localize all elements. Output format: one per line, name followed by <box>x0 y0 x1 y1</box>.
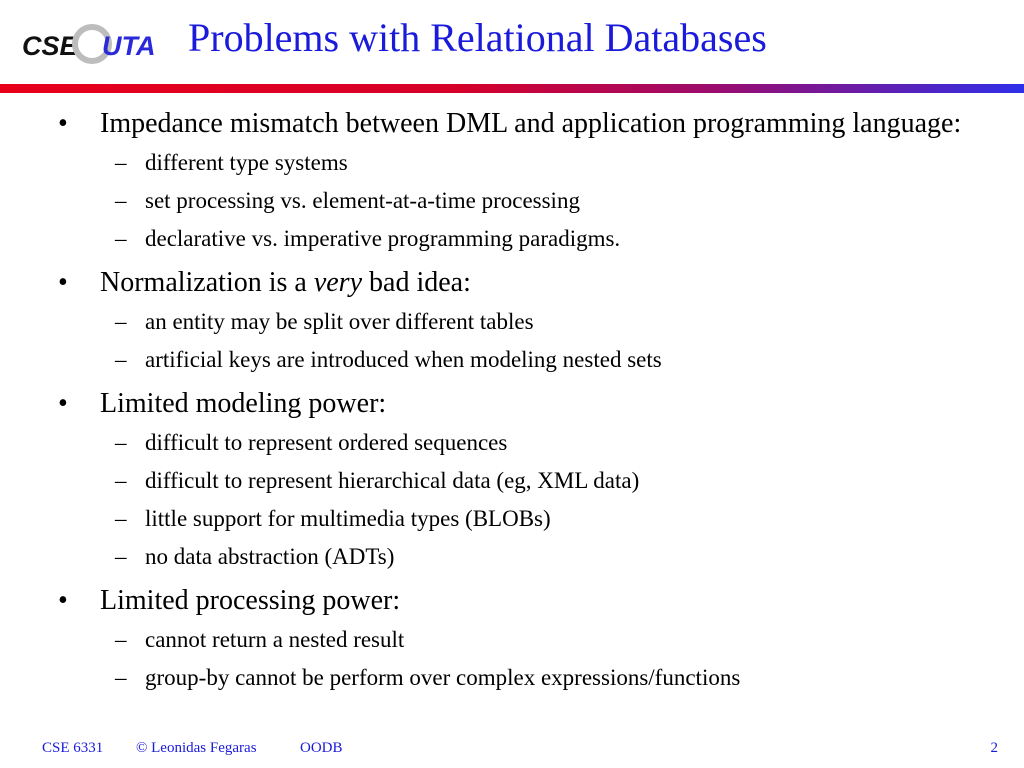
bullet-text-before: Normalization is a <box>100 267 314 298</box>
title-divider-bar <box>0 84 1024 93</box>
dash-marker: – <box>115 506 127 531</box>
dash-marker: – <box>115 347 127 372</box>
bullet-text: Limited modeling power: <box>100 388 387 419</box>
dash-marker: – <box>115 309 127 334</box>
footer-topic: OODB <box>300 740 343 756</box>
dash-marker: – <box>115 150 127 175</box>
bullet-normalization <box>0 265 1024 374</box>
sub-bullet-text: declarative vs. imperative programming paradigms. <box>145 226 621 251</box>
sub-bullet <box>100 307 1024 336</box>
dash-marker: – <box>115 188 127 213</box>
sub-bullet <box>100 542 1024 571</box>
sub-bullet <box>100 345 1024 374</box>
dash-marker: – <box>115 468 127 493</box>
sub-bullet-text: artificial keys are introduced when modeling nested sets <box>145 347 662 372</box>
dash-marker: – <box>115 665 127 690</box>
sub-bullet <box>100 663 1024 692</box>
bullet-dot: • <box>58 267 68 298</box>
sub-bullet-list <box>100 148 1024 253</box>
sub-bullet-text: difficult to represent ordered sequences <box>145 430 508 455</box>
sub-bullet <box>100 224 1024 253</box>
sub-bullet-text: no data abstraction (ADTs) <box>145 544 395 569</box>
sub-bullet <box>100 625 1024 654</box>
sub-bullet-list <box>100 428 1024 571</box>
bullet-text: Impedance mismatch between DML and application programming language: <box>100 108 962 139</box>
sub-bullet <box>100 186 1024 215</box>
sub-bullet-text: little support for multimedia types (BLOBs) <box>145 506 551 531</box>
sub-bullet <box>100 504 1024 533</box>
cse-uta-logo <box>22 22 162 66</box>
sub-bullet <box>100 148 1024 177</box>
sub-bullet-text: different type systems <box>145 150 348 175</box>
sub-bullet-text: an entity may be split over different tables <box>145 309 534 334</box>
dash-marker: – <box>115 544 127 569</box>
bullet-dot: • <box>58 108 68 139</box>
sub-bullet-text: difficult to represent hierarchical data (eg, XML data) <box>145 468 640 493</box>
bullet-limited-modeling <box>0 386 1024 571</box>
sub-bullet <box>100 428 1024 457</box>
slide-content <box>0 106 1024 704</box>
dash-marker: – <box>115 226 127 251</box>
sub-bullet-text: group-by cannot be perform over complex expressions/functions <box>145 665 741 690</box>
slide-footer <box>0 740 1024 760</box>
bullet-text-after: bad idea: <box>362 267 471 298</box>
bullet-dot: • <box>58 585 68 616</box>
sub-bullet <box>100 466 1024 495</box>
sub-bullet-list <box>100 625 1024 692</box>
logo-text-cse: CSE <box>22 31 78 61</box>
page-title: Problems with Relational Databases <box>188 15 767 60</box>
footer-author: © Leonidas Fegaras <box>136 740 257 756</box>
bullet-text: Limited processing power: <box>100 585 401 616</box>
dash-marker: – <box>115 430 127 455</box>
logo-text-uta: UTA <box>102 31 156 61</box>
sub-bullet-text: cannot return a nested result <box>145 627 405 652</box>
bullet-text-emphasis: very <box>313 267 363 298</box>
bullet-impedance-mismatch <box>0 106 1024 253</box>
sub-bullet-text: set processing vs. element-at-a-time processing <box>145 188 580 213</box>
footer-course: CSE 6331 <box>42 740 104 756</box>
bullet-limited-processing <box>0 583 1024 692</box>
bullet-dot: • <box>58 388 68 419</box>
footer-page-number: 2 <box>990 740 998 756</box>
sub-bullet-list <box>100 307 1024 374</box>
dash-marker: – <box>115 627 127 652</box>
